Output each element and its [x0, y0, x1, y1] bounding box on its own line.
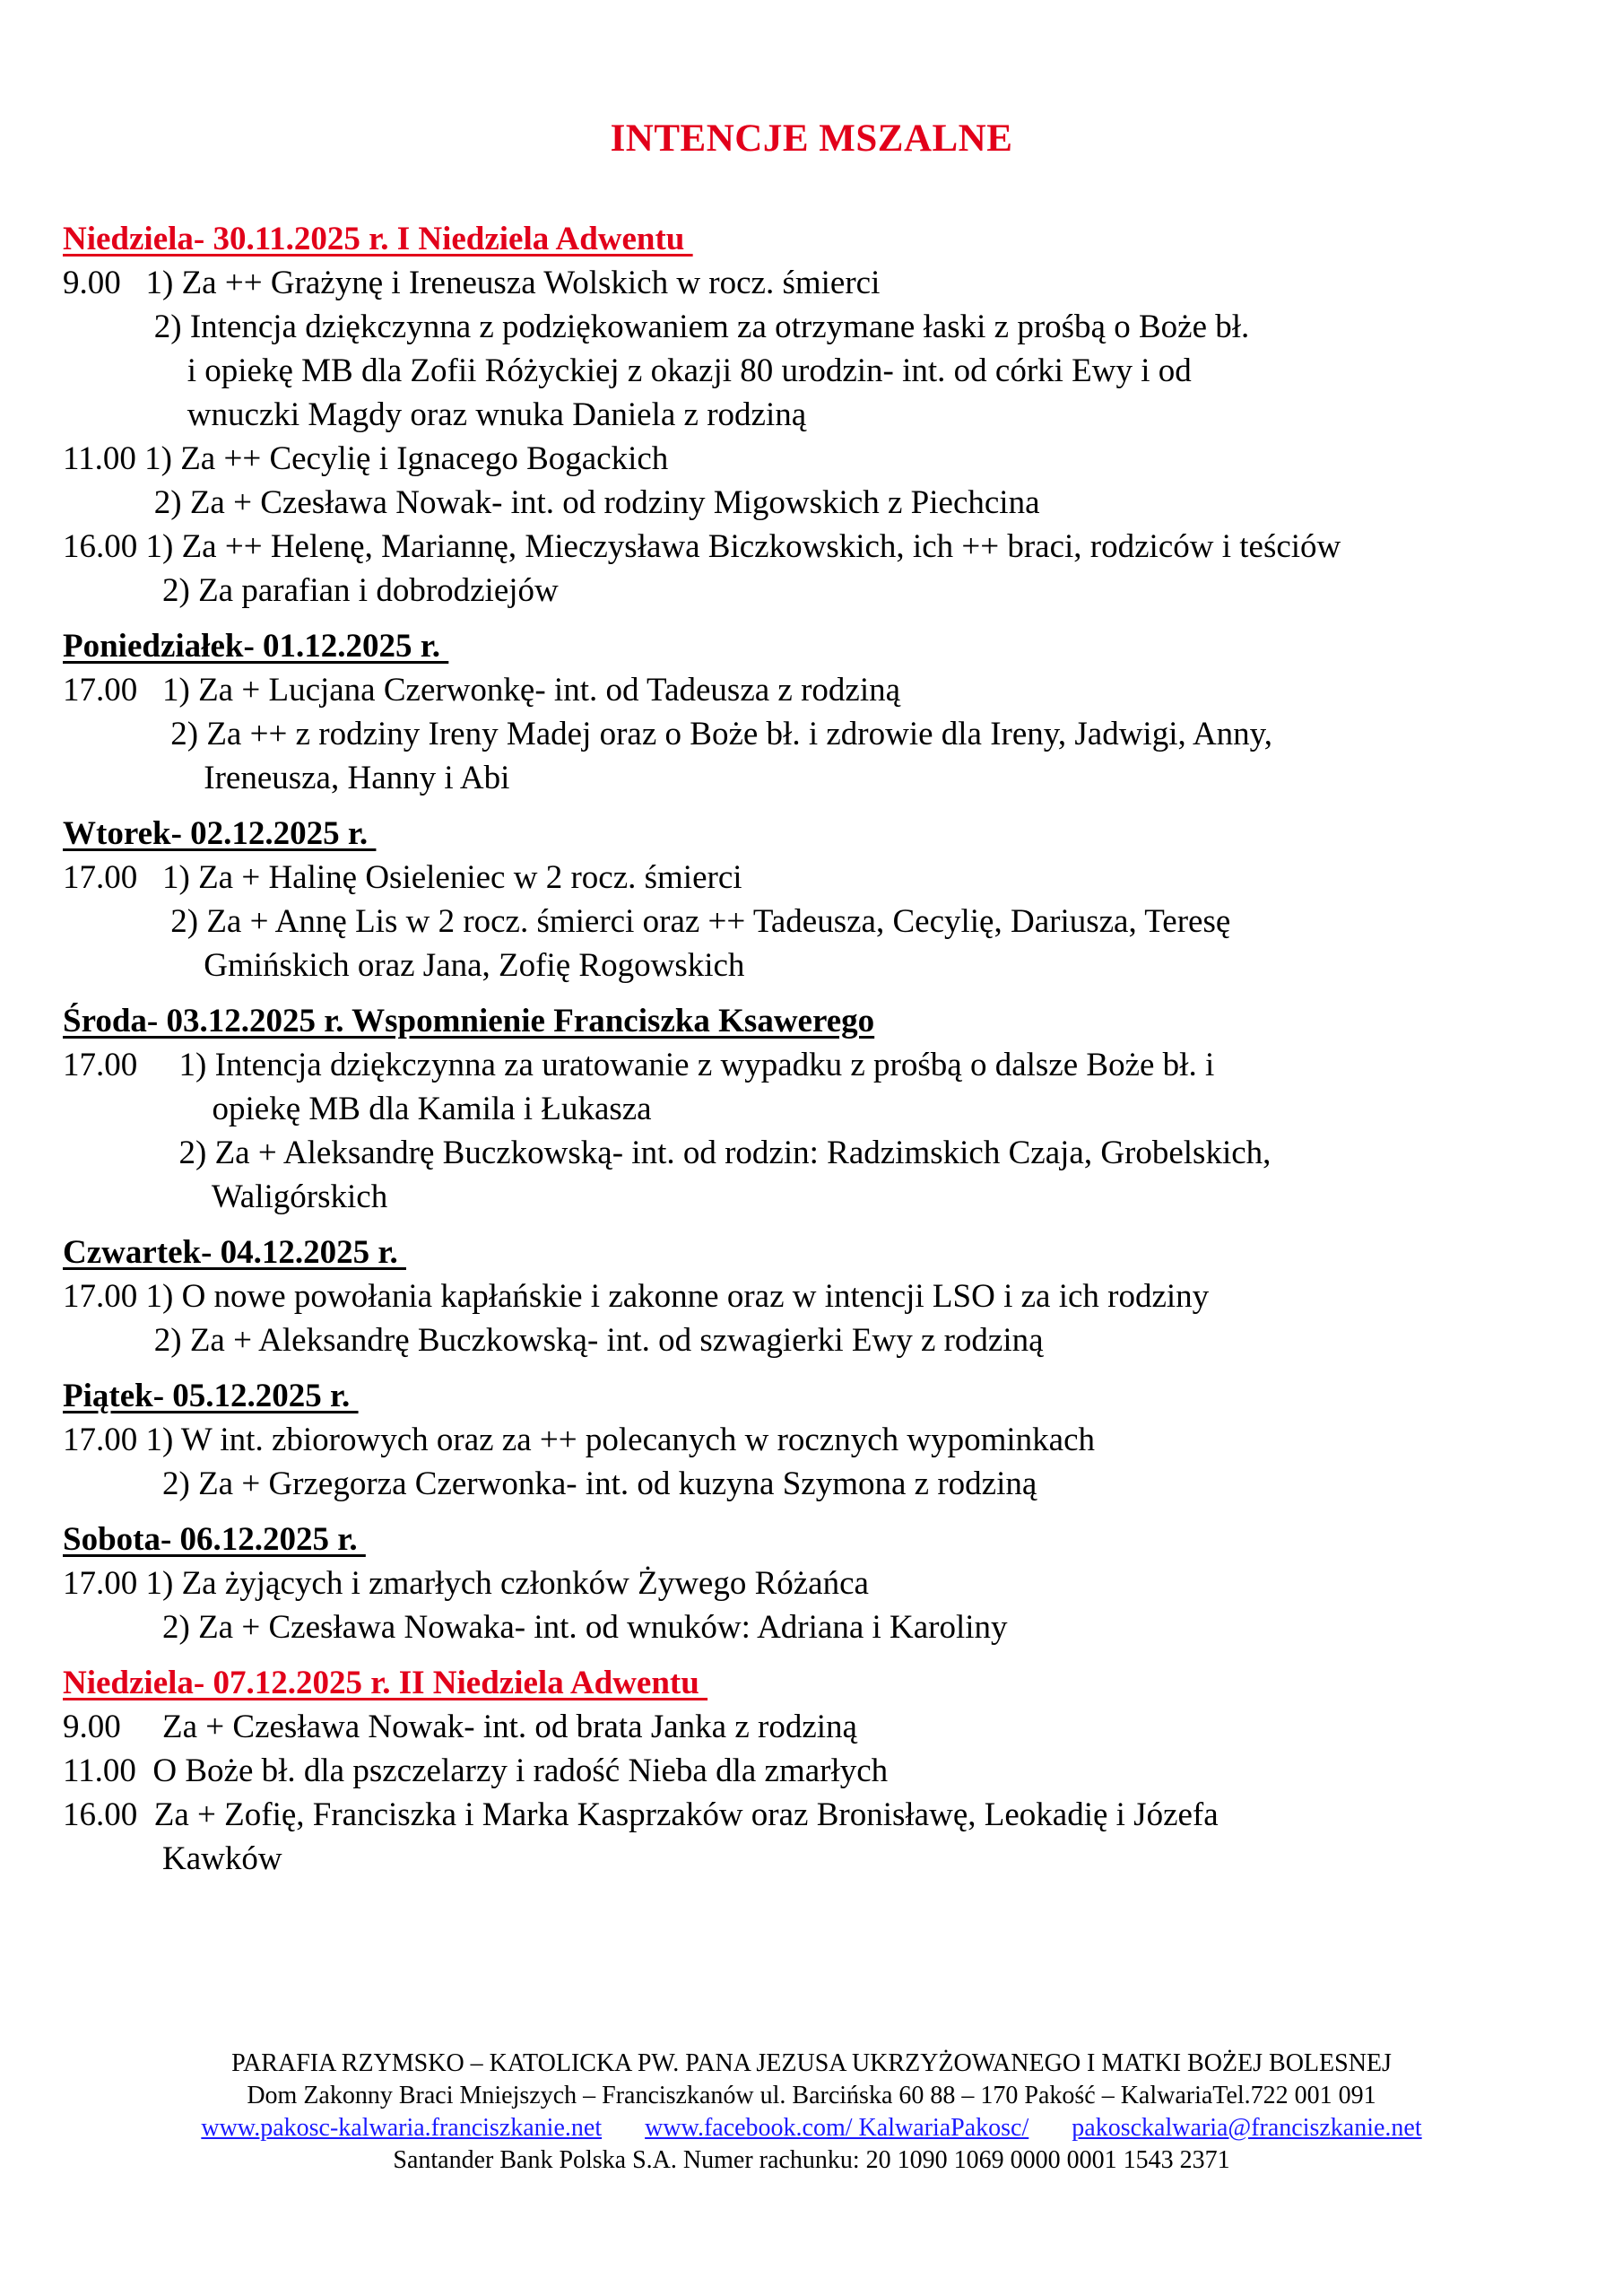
email-link[interactable]: pakosckalwaria@franciszkanie.net — [1072, 2114, 1422, 2142]
day-heading: Niedziela- 07.12.2025 r. II Niedziela Adwentu — [63, 1665, 708, 1701]
day-section — [63, 813, 1587, 987]
day-section — [63, 1375, 1587, 1506]
day-section — [63, 625, 1587, 800]
intention-line: 2) Za parafian i dobrodziejów — [63, 572, 559, 609]
intention-line: 11.00 1) Za ++ Cecylię i Ignacego Bogackich — [63, 440, 669, 477]
intention-line: 17.00 1) Intencja dziękczynna za uratowanie z wypadku z prośbą o dalsze Boże bł. i — [63, 1047, 1215, 1083]
intention-line: 16.00 Za + Zofię, Franciszka i Marka Kasprzaków oraz Bronisławę, Leokadię i Józefa — [63, 1796, 1219, 1833]
intention-line: 9.00 1) Za ++ Grażynę i Ireneusza Wolskich w rocz. śmierci — [63, 265, 881, 301]
intention-line: 11.00 O Boże bł. dla pszczelarzy i radość Nieba dla zmarłych — [63, 1752, 889, 1789]
day-heading: Piątek- 05.12.2025 r. — [63, 1378, 359, 1414]
day-heading: Poniedziałek- 01.12.2025 r. — [63, 628, 449, 665]
intentions-list — [63, 218, 1587, 1893]
intention-line: 17.00 1) Za + Halinę Osieleniec w 2 rocz. śmierci — [63, 859, 742, 896]
page-title: INTENCJE MSZALNE — [610, 117, 1013, 160]
intention-line: 16.00 1) Za ++ Helenę, Mariannę, Mieczysława Biczkowskich, ich ++ braci, rodziców i teściów — [63, 528, 1341, 565]
intention-line: Waligórskich — [63, 1178, 388, 1215]
intention-line: 17.00 1) O nowe powołania kapłańskie i zakonne oraz w intencji LSO i za ich rodziny — [63, 1278, 1210, 1315]
intention-line: 2) Za + Czesława Nowaka- int. od wnuków: Adriana i Karoliny — [63, 1609, 1008, 1646]
day-section — [63, 218, 1587, 613]
day-heading: Sobota- 06.12.2025 r. — [63, 1521, 366, 1558]
intention-line: opiekę MB dla Kamila i Łukasza — [63, 1091, 652, 1127]
intention-line: i opiekę MB dla Zofii Różyckiej z okazji 80 urodzin- int. od córki Ewy i od — [63, 352, 1192, 389]
day-section — [63, 1662, 1587, 1881]
intention-line: wnuczki Magdy oraz wnuka Daniela z rodziną — [63, 396, 807, 433]
intention-line: Ireneusza, Hanny i Abi — [63, 760, 510, 796]
website-link[interactable]: www.pakosc-kalwaria.franciszkanie.net — [201, 2114, 603, 2142]
parish-address: Dom Zakonny Braci Mniejszych – Franciszkanów ul. Barcińska 60 88 – 170 Pakość – KalwariaTel.722 001 091 — [247, 2082, 1376, 2109]
intention-line: 17.00 1) Za żyjących i zmarłych członków Żywego Różańca — [63, 1565, 869, 1602]
parish-name: PARAFIA RZYMSKO – KATOLICKA PW. PANA JEZUSA UKRZYŻOWANEGO I MATKI BOŻEJ BOLESNEJ — [231, 2049, 1392, 2077]
intention-line: 2) Intencja dziękczynna z podziękowaniem za otrzymane łaski z prośbą o Boże bł. — [63, 309, 1250, 345]
day-heading: Niedziela- 30.11.2025 r. I Niedziela Adwentu — [63, 221, 693, 257]
intention-line: 2) Za + Annę Lis w 2 rocz. śmierci oraz ++ Tadeusza, Cecylię, Dariusza, Teresę — [63, 903, 1231, 940]
day-heading: Wtorek- 02.12.2025 r. — [63, 815, 377, 852]
intention-line: 2) Za + Grzegorza Czerwonka- int. od kuzyna Szymona z rodziną — [63, 1465, 1037, 1502]
footer-links — [0, 2112, 1623, 2144]
day-heading: Środa- 03.12.2025 r. Wspomnienie Franciszka Ksawerego — [63, 1003, 875, 1039]
bank-account: Santander Bank Polska S.A. Numer rachunku: 20 1090 1069 0000 0001 1543 2371 — [393, 2146, 1230, 2174]
intention-line: 2) Za ++ z rodziny Ireny Madej oraz o Boże bł. i zdrowie dla Ireny, Jadwigi, Anny, — [63, 716, 1273, 752]
day-section — [63, 1518, 1587, 1649]
facebook-link[interactable]: www.facebook.com/ KalwariaPakosc/ — [645, 2114, 1029, 2142]
intention-line: Gmińskich oraz Jana, Zofię Rogowskich — [63, 947, 745, 984]
intention-line: 17.00 1) Za + Lucjana Czerwonkę- int. od Tadeusza z rodziną — [63, 672, 901, 709]
day-section — [63, 1000, 1587, 1219]
intention-line: 17.00 1) W int. zbiorowych oraz za ++ polecanych w rocznych wypominkach — [63, 1422, 1096, 1458]
parish-footer — [0, 2048, 1623, 2177]
intention-line: 2) Za + Czesława Nowak- int. od rodziny Migowskich z Piechcina — [63, 484, 1040, 521]
intention-line: 9.00 Za + Czesława Nowak- int. od brata Janka z rodziną — [63, 1709, 857, 1745]
intention-line: Kawków — [63, 1840, 282, 1877]
intention-line: 2) Za + Aleksandrę Buczkowską- int. od szwagierki Ewy z rodziną — [63, 1322, 1044, 1359]
day-heading: Czwartek- 04.12.2025 r. — [63, 1234, 406, 1271]
intention-line: 2) Za + Aleksandrę Buczkowską- int. od rodzin: Radzimskich Czaja, Grobelskich, — [63, 1135, 1271, 1171]
day-section — [63, 1231, 1587, 1362]
